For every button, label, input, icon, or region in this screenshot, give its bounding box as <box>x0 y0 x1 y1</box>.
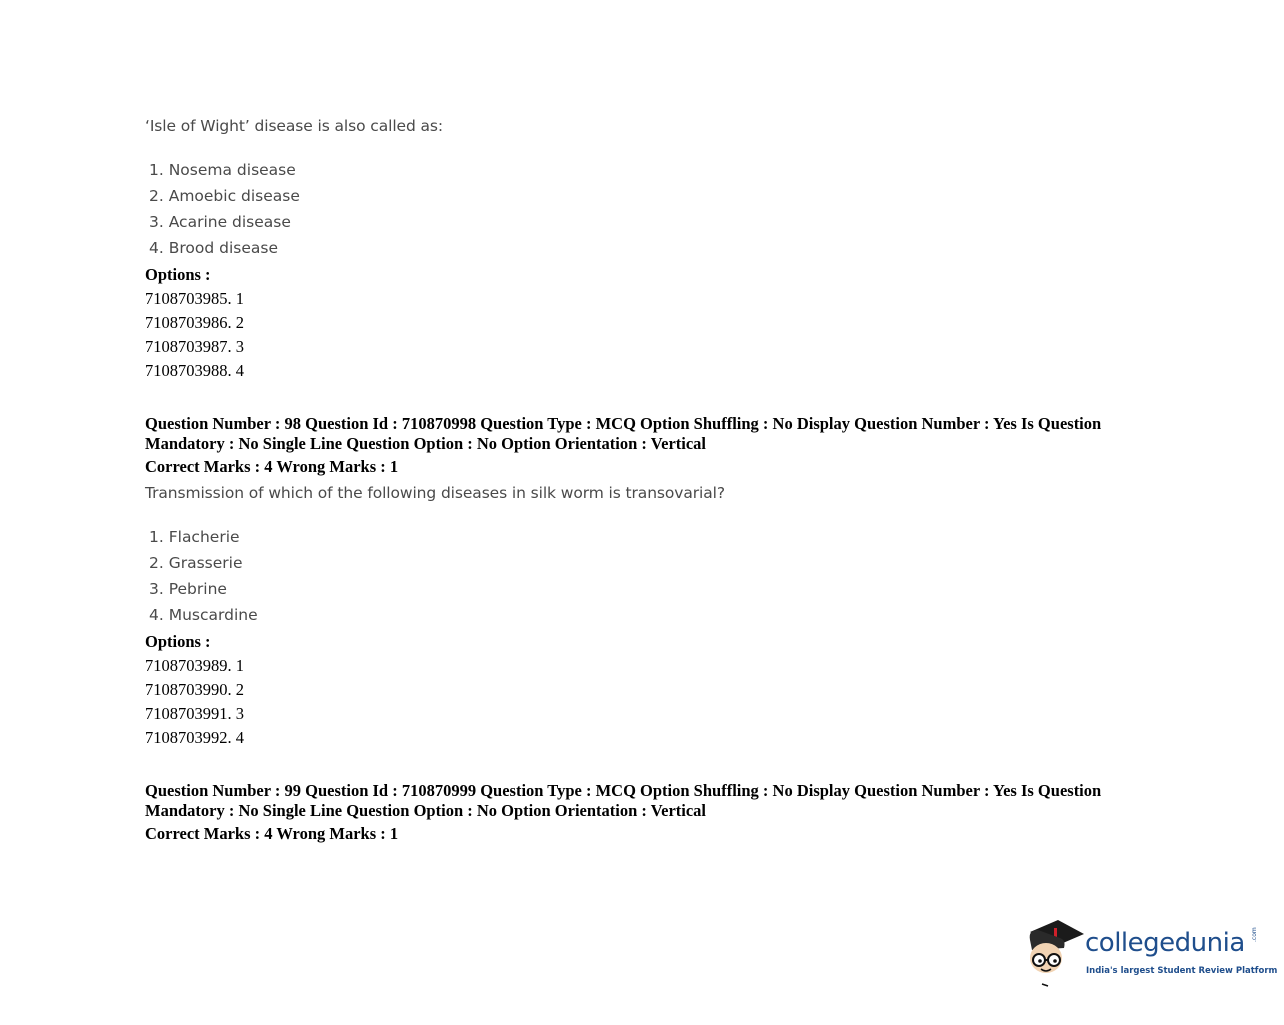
question-98-marks: Correct Marks : 4 Wrong Marks : 1 <box>145 457 399 476</box>
question-97-option-id-3: 7108703987. 3 <box>145 337 244 356</box>
question-97-text: ‘Isle of Wight’ disease is also called as: <box>145 117 444 135</box>
logo-tagline: India's largest Student Review Platform <box>1086 966 1278 976</box>
question-98-option-id-1: 7108703989. 1 <box>145 656 244 675</box>
question-97-choice-4: 4. Brood disease <box>149 239 278 257</box>
question-99-marks: Correct Marks : 4 Wrong Marks : 1 <box>145 824 399 843</box>
question-98-option-id-4: 7108703992. 4 <box>145 728 244 747</box>
question-97-option-id-4: 7108703988. 4 <box>145 361 244 380</box>
question-98-meta-line-2: Mandatory : No Single Line Question Option : No Option Orientation : Vertical <box>145 433 707 453</box>
question-98-choice-1: 1. Flacherie <box>149 528 240 546</box>
question-99-meta <box>145 781 1155 820</box>
question-97-choice-3: 3. Acarine disease <box>149 213 291 231</box>
question-99-meta-line-2: Mandatory : No Single Line Question Option : No Option Orientation : Vertical <box>145 800 707 820</box>
question-98-option-id-2: 7108703990. 2 <box>145 680 244 699</box>
question-97-choice-2: 2. Amoebic disease <box>149 187 300 205</box>
question-98-meta <box>145 414 1155 453</box>
logo-domain-suffix: .com <box>1251 927 1258 942</box>
question-97-option-id-2: 7108703986. 2 <box>145 313 244 332</box>
question-97-choice-1: 1. Nosema disease <box>149 161 296 179</box>
question-97-options-label: Options : <box>145 265 211 284</box>
logo-wordmark: collegedunia <box>1085 928 1245 958</box>
question-98-option-id-3: 7108703991. 3 <box>145 704 244 723</box>
question-98-meta-line-1: Question Number : 98 Question Id : 710870998 Question Type : MCQ Option Shuffling : No Display Question Number : Yes Is Question <box>145 414 1102 433</box>
question-98-text: Transmission of which of the following diseases in silk worm is transovarial? <box>145 484 725 502</box>
collegedunia-logo[interactable] <box>1024 918 1278 988</box>
question-99-meta-line-1: Question Number : 99 Question Id : 710870999 Question Type : MCQ Option Shuffling : No Display Question Number : Yes Is Question <box>145 781 1102 800</box>
question-97-option-id-1: 7108703985. 1 <box>145 289 244 308</box>
question-98-choice-3: 3. Pebrine <box>149 580 227 598</box>
question-98-choice-4: 4. Muscardine <box>149 606 258 624</box>
question-98-options-label: Options : <box>145 632 211 651</box>
question-98-choice-2: 2. Grasserie <box>149 554 243 572</box>
mascot-graduate-icon <box>1024 918 1084 988</box>
